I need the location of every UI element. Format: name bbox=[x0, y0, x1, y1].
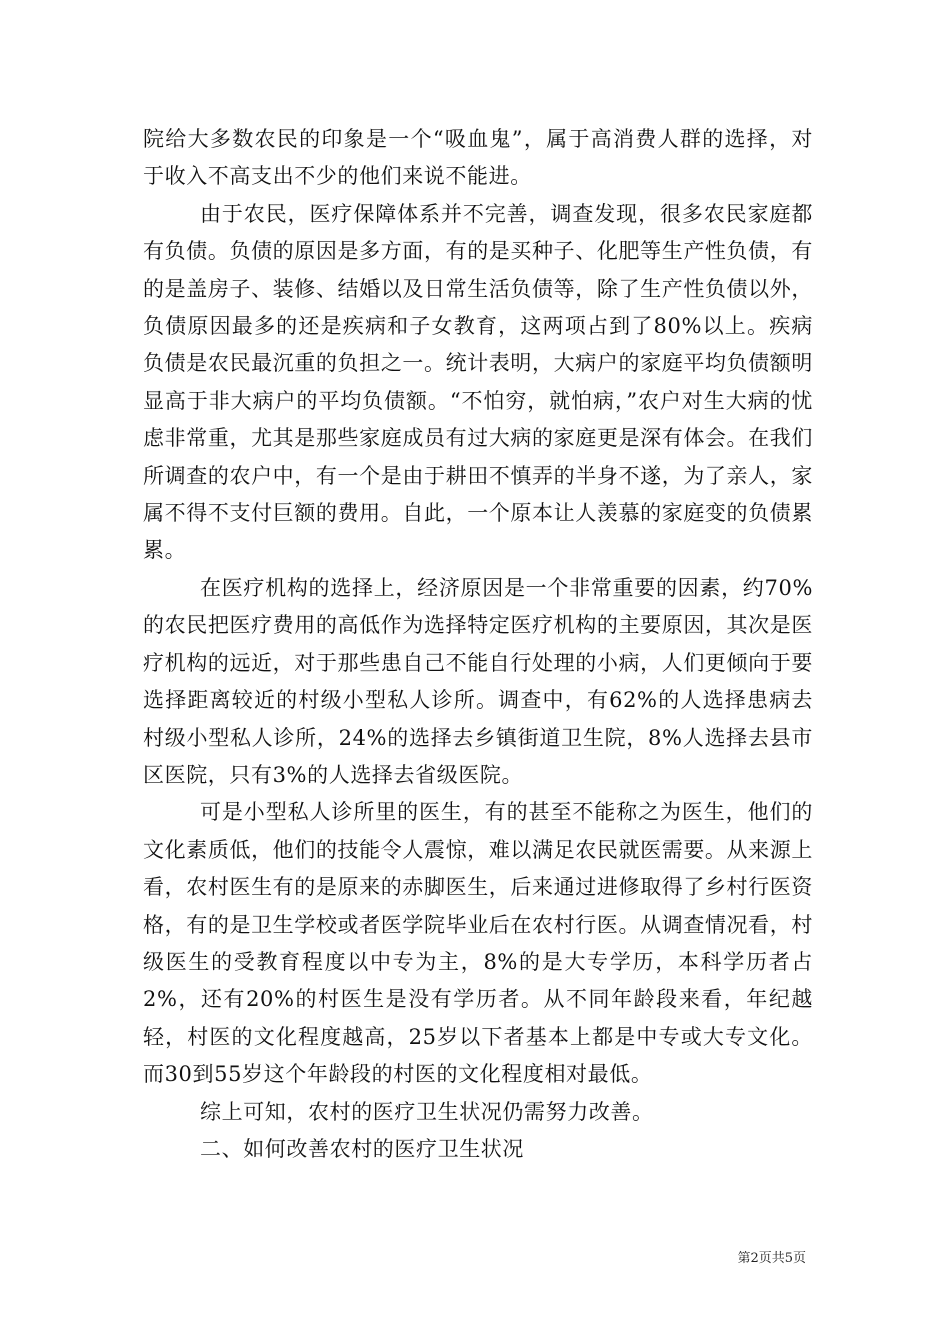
paragraph-continuation: 院给大多数农民的印象是一个“吸血鬼”，属于高消费人群的选择，对于收入不高支出不少的他们来说不能进。 bbox=[143, 127, 813, 189]
paragraph-summary: 综上可知，农村的医疗卫生状况仍需努力改善。 bbox=[200, 1099, 654, 1124]
paragraph-institution-choice: 在医疗机构的选择上，经济原因是一个非常重要的因素，约70%的农民把医疗费用的高低作为选择特定医疗机构的主要原因，其次是医疗机构的远近，对于那些患自己不能自行处理的小病，人们更倾向于要选择距离较近的村级小型私人诊所。调查中，有62%的人选择患病去村级小型私人诊所，24%的选择去乡镇街道卫生院，8%人选择去县市区医院，只有3%的人选择去省级医院。 bbox=[143, 575, 813, 787]
paragraph-doctor-quality: 可是小型私人诊所里的医生，有的甚至不能称之为医生，他们的文化素质低，他们的技能令人震惊，难以满足农民就医需要。从来源上看，农村医生有的是原来的赤脚医生，后来通过进修取得了乡村行医资格，有的是卫生学校或者医学院毕业后在农村行医。从调查情况看，村级医生的受教育程度以中专为主，8%的是大专学历，本科学历者占2%，还有20%的村医生是没有学历者。从不同年龄段来看，年纪越轻，村医的文化程度越高，25岁以下者基本上都是中专或大专文化。而30到55岁这个年龄段的村医的文化程度相对最低。 bbox=[143, 800, 813, 1087]
page-number-footer: 第2页共5页 bbox=[737, 1251, 806, 1266]
paragraph-debt: 由于农民，医疗保障体系并不完善，调查发现，很多农民家庭都有负债。负债的原因是多方面，有的是买种子、化肥等生产性负债，有的是盖房子、装修、结婚以及日常生活负债等，除了生产性负债以外，负债原因最多的还是疾病和子女教育，这两项占到了80%以上。疾病负债是农民最沉重的负担之一。统计表明，大病户的家庭平均负债额明显高于非大病户的平均负债额。“不怕穷，就怕病，”农户对生大病的忧虑非常重，尤其是那些家庭成员有过大病的家庭更是深有体会。在我们所调查的农户中，有一个是由于耕田不慎弄的半身不遂，为了亲人，家属不得不支付巨额的费用。自此，一个原本让人羡慕的家庭变的负债累累。 bbox=[143, 201, 813, 563]
document-body bbox=[143, 121, 813, 1168]
section-heading: 二、如何改善农村的医疗卫生状况 bbox=[200, 1136, 524, 1161]
